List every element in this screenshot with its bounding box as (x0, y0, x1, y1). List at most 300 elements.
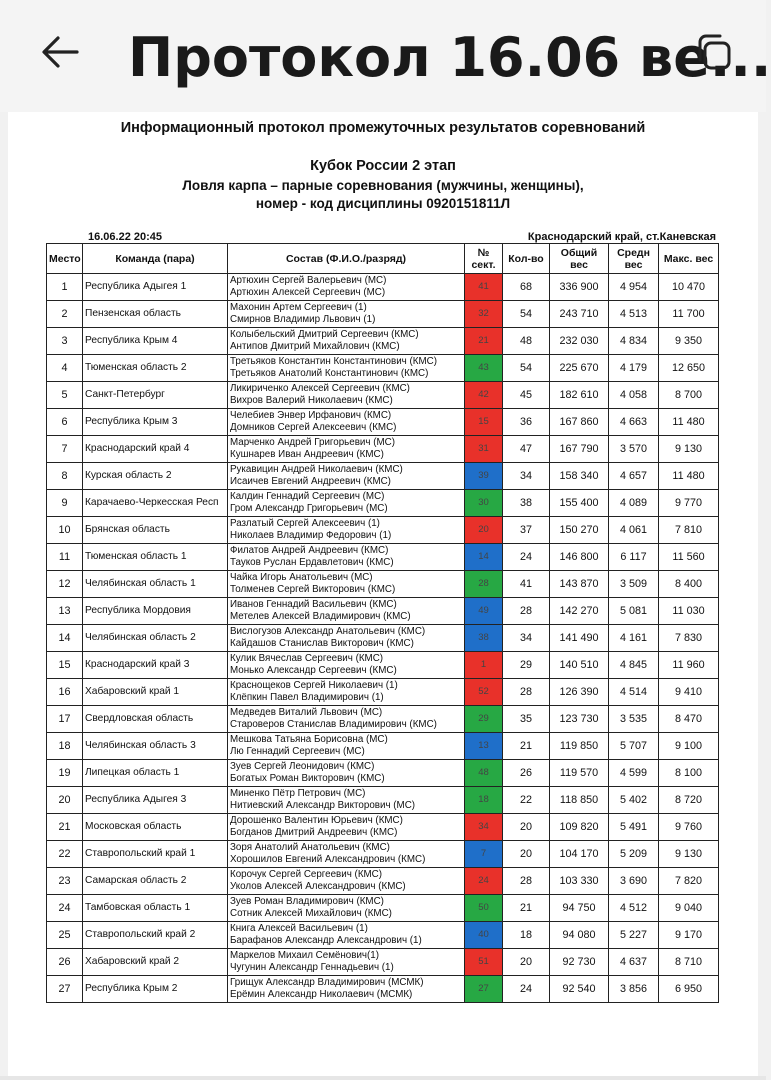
table-row (47, 814, 719, 841)
sector-cell: 14 (465, 544, 503, 571)
member-name: Зоря Анатолий Анатольевич (КМС) (230, 841, 390, 853)
place-cell: 14 (47, 625, 83, 652)
place-cell: 7 (47, 436, 83, 463)
place-cell: 25 (47, 922, 83, 949)
average-weight-cell: 3 856 (609, 976, 659, 1003)
member-name: Хорошилов Евгений Александрович (КМС) (230, 854, 426, 865)
count-cell: 24 (503, 976, 550, 1003)
average-weight-cell: 5 227 (609, 922, 659, 949)
members-cell (228, 922, 465, 949)
max-weight-cell: 9 040 (659, 895, 719, 922)
members-cell (228, 706, 465, 733)
member-name: Корочук Сергей Сергеевич (КМС) (230, 868, 383, 880)
top-app-bar (0, 0, 771, 112)
average-weight-cell: 5 491 (609, 814, 659, 841)
max-weight-cell: 9 130 (659, 841, 719, 868)
table-row (47, 517, 719, 544)
member-name: Филатов Андрей Андреевич (КМС) (230, 544, 389, 556)
team-cell: Карачаево-Черкесская Респ (83, 490, 228, 517)
member-name: Тауков Руслан Ердавлетович (КМС) (230, 557, 394, 568)
member-name: Грищук Александр Владимирович (МСМК) (230, 976, 424, 988)
member-name: Староверов Станислав Владимирович (КМС) (230, 719, 437, 730)
sector-cell: 52 (465, 679, 503, 706)
total-weight-cell: 109 820 (550, 814, 609, 841)
place-cell: 15 (47, 652, 83, 679)
member-name: Богданов Дмитрий Андреевич (КМС) (230, 827, 398, 838)
count-cell: 26 (503, 760, 550, 787)
table-row (47, 355, 719, 382)
sector-cell: 40 (465, 922, 503, 949)
table-row (47, 301, 719, 328)
member-name: Калдин Геннадий Сергеевич (МС) (230, 490, 385, 502)
average-weight-cell: 5 081 (609, 598, 659, 625)
count-cell: 45 (503, 382, 550, 409)
total-weight-cell: 141 490 (550, 625, 609, 652)
sector-cell: 21 (465, 328, 503, 355)
member-name: Клёпкин Павел Владимирович (1) (230, 692, 384, 703)
average-weight-cell: 4 657 (609, 463, 659, 490)
sector-cell: 43 (465, 355, 503, 382)
protocol-location: Краснодарский край, ст.Каневская (527, 231, 716, 243)
average-weight-cell: 4 845 (609, 652, 659, 679)
copy-button[interactable] (690, 30, 738, 78)
members-cell (228, 274, 465, 301)
count-cell: 22 (503, 787, 550, 814)
header-average-weight: Средн вес (609, 244, 659, 274)
average-weight-cell: 4 089 (609, 490, 659, 517)
team-cell: Ставропольский край 1 (83, 841, 228, 868)
header-max-weight: Макс. вес (659, 244, 719, 274)
members-cell (228, 436, 465, 463)
count-cell: 47 (503, 436, 550, 463)
table-row (47, 841, 719, 868)
sector-cell: 34 (465, 814, 503, 841)
total-weight-cell: 167 860 (550, 409, 609, 436)
arrow-left-icon (41, 35, 79, 74)
count-cell: 28 (503, 868, 550, 895)
team-cell: Республика Мордовия (83, 598, 228, 625)
count-cell: 38 (503, 490, 550, 517)
bottom-edge (0, 1076, 766, 1080)
count-cell: 29 (503, 652, 550, 679)
member-name: Лю Геннадий Сергеевич (МС) (230, 746, 365, 757)
count-cell: 28 (503, 598, 550, 625)
members-cell (228, 841, 465, 868)
table-row (47, 706, 719, 733)
sector-cell: 41 (465, 274, 503, 301)
team-cell: Свердловская область (83, 706, 228, 733)
member-name: Махонин Артем Сергеевич (1) (230, 301, 367, 313)
place-cell: 1 (47, 274, 83, 301)
table-row (47, 463, 719, 490)
team-cell: Самарская область 2 (83, 868, 228, 895)
total-weight-cell: 182 610 (550, 382, 609, 409)
sector-cell: 20 (465, 517, 503, 544)
team-cell: Челябинская область 2 (83, 625, 228, 652)
place-cell: 27 (47, 976, 83, 1003)
members-cell (228, 409, 465, 436)
total-weight-cell: 118 850 (550, 787, 609, 814)
sector-cell: 39 (465, 463, 503, 490)
member-name: Миненко Пётр Петрович (МС) (230, 787, 366, 799)
average-weight-cell: 5 402 (609, 787, 659, 814)
table-row (47, 760, 719, 787)
member-name: Колыбельский Дмитрий Сергеевич (КМС) (230, 328, 419, 340)
back-button[interactable] (36, 30, 84, 78)
team-cell: Пензенская область (83, 301, 228, 328)
max-weight-cell: 7 820 (659, 868, 719, 895)
count-cell: 68 (503, 274, 550, 301)
member-name: Третьяков Константин Константинович (КМС) (230, 355, 437, 367)
average-weight-cell: 4 834 (609, 328, 659, 355)
max-weight-cell: 6 950 (659, 976, 719, 1003)
member-name: Богатых Роман Викторович (КМС) (230, 773, 385, 784)
team-cell: Московская область (83, 814, 228, 841)
member-name: Исаичев Евгений Андреевич (КМС) (230, 476, 391, 487)
member-name: Николаев Владимир Федорович (1) (230, 530, 392, 541)
discipline-code: номер - код дисциплины 0920151811Л (255, 196, 511, 211)
place-cell: 10 (47, 517, 83, 544)
sector-cell: 49 (465, 598, 503, 625)
total-weight-cell: 155 400 (550, 490, 609, 517)
team-cell: Санкт-Петербург (83, 382, 228, 409)
average-weight-cell: 3 690 (609, 868, 659, 895)
header-total-weight: Общий вес (550, 244, 609, 274)
table-row (47, 436, 719, 463)
average-weight-cell: 5 209 (609, 841, 659, 868)
members-cell (228, 814, 465, 841)
count-cell: 20 (503, 841, 550, 868)
average-weight-cell: 6 117 (609, 544, 659, 571)
member-name: Гром Александр Григорьевич (МС) (230, 503, 388, 514)
members-cell (228, 328, 465, 355)
total-weight-cell: 142 270 (550, 598, 609, 625)
members-cell (228, 490, 465, 517)
sector-cell: 29 (465, 706, 503, 733)
place-cell: 22 (47, 841, 83, 868)
table-row (47, 625, 719, 652)
count-cell: 20 (503, 949, 550, 976)
total-weight-cell: 119 570 (550, 760, 609, 787)
team-cell: Брянская область (83, 517, 228, 544)
cup-title: Кубок России 2 этап (310, 158, 456, 174)
max-weight-cell: 9 170 (659, 922, 719, 949)
members-cell (228, 355, 465, 382)
table-row (47, 490, 719, 517)
average-weight-cell: 4 514 (609, 679, 659, 706)
max-weight-cell: 11 560 (659, 544, 719, 571)
copy-icon (694, 32, 734, 77)
sector-cell: 27 (465, 976, 503, 1003)
total-weight-cell: 167 790 (550, 436, 609, 463)
max-weight-cell: 12 650 (659, 355, 719, 382)
count-cell: 18 (503, 922, 550, 949)
total-weight-cell: 243 710 (550, 301, 609, 328)
member-name: Домников Сергей Алексеевич (КМС) (230, 422, 397, 433)
total-weight-cell: 119 850 (550, 733, 609, 760)
max-weight-cell: 9 410 (659, 679, 719, 706)
place-cell: 23 (47, 868, 83, 895)
count-cell: 48 (503, 328, 550, 355)
table-row (47, 274, 719, 301)
max-weight-cell: 11 480 (659, 463, 719, 490)
team-cell: Краснодарский край 3 (83, 652, 228, 679)
average-weight-cell: 3 509 (609, 571, 659, 598)
count-cell: 34 (503, 625, 550, 652)
member-name: Марченко Андрей Григорьевич (МС) (230, 436, 395, 448)
total-weight-cell: 158 340 (550, 463, 609, 490)
team-cell: Республика Адыгея 3 (83, 787, 228, 814)
max-weight-cell: 8 400 (659, 571, 719, 598)
sector-cell: 7 (465, 841, 503, 868)
members-cell (228, 976, 465, 1003)
count-cell: 24 (503, 544, 550, 571)
table-row (47, 679, 719, 706)
members-cell (228, 787, 465, 814)
average-weight-cell: 4 061 (609, 517, 659, 544)
member-name: Дорошенко Валентин Юрьевич (КМС) (230, 814, 403, 826)
max-weight-cell: 9 760 (659, 814, 719, 841)
team-cell: Ставропольский край 2 (83, 922, 228, 949)
total-weight-cell: 123 730 (550, 706, 609, 733)
table-row (47, 652, 719, 679)
place-cell: 11 (47, 544, 83, 571)
table-row (47, 976, 719, 1003)
team-cell: Республика Адыгея 1 (83, 274, 228, 301)
max-weight-cell: 8 100 (659, 760, 719, 787)
max-weight-cell: 11 700 (659, 301, 719, 328)
total-weight-cell: 232 030 (550, 328, 609, 355)
average-weight-cell: 5 707 (609, 733, 659, 760)
count-cell: 21 (503, 895, 550, 922)
member-name: Кулик Вячеслав Сергеевич (КМС) (230, 652, 384, 664)
average-weight-cell: 3 535 (609, 706, 659, 733)
members-cell (228, 868, 465, 895)
team-cell: Липецкая область 1 (83, 760, 228, 787)
sector-cell: 42 (465, 382, 503, 409)
count-cell: 20 (503, 814, 550, 841)
member-name: Сотник Алексей Михайлович (КМС) (230, 908, 392, 919)
sector-cell: 51 (465, 949, 503, 976)
members-cell (228, 760, 465, 787)
total-weight-cell: 225 670 (550, 355, 609, 382)
team-cell: Челябинская область 1 (83, 571, 228, 598)
max-weight-cell: 9 770 (659, 490, 719, 517)
members-cell (228, 301, 465, 328)
place-cell: 24 (47, 895, 83, 922)
average-weight-cell: 4 513 (609, 301, 659, 328)
members-cell (228, 652, 465, 679)
member-name: Третьяков Анатолий Константинович (КМС) (230, 368, 429, 379)
total-weight-cell: 143 870 (550, 571, 609, 598)
place-cell: 5 (47, 382, 83, 409)
average-weight-cell: 4 179 (609, 355, 659, 382)
protocol-heading: Информационный протокол промежуточных результатов соревнований (120, 120, 646, 136)
team-cell: Республика Крым 2 (83, 976, 228, 1003)
sector-cell: 13 (465, 733, 503, 760)
members-cell (228, 598, 465, 625)
max-weight-cell: 8 470 (659, 706, 719, 733)
total-weight-cell: 103 330 (550, 868, 609, 895)
members-cell (228, 949, 465, 976)
max-weight-cell: 9 130 (659, 436, 719, 463)
members-cell (228, 679, 465, 706)
table-row (47, 895, 719, 922)
max-weight-cell: 10 470 (659, 274, 719, 301)
max-weight-cell: 8 720 (659, 787, 719, 814)
member-name: Мешкова Татьяна Борисовна (МС) (230, 733, 388, 745)
member-name: Монько Александр Сергеевич (КМС) (230, 665, 397, 676)
team-cell: Курская область 2 (83, 463, 228, 490)
member-name: Разлатый Сергей Алексеевич (1) (230, 517, 380, 529)
member-name: Ерёмин Александр Николаевич (МСМК) (230, 989, 413, 1000)
max-weight-cell: 7 830 (659, 625, 719, 652)
members-cell (228, 463, 465, 490)
header-team: Команда (пара) (83, 244, 228, 274)
member-name: Маркелов Михаил Семёнович(1) (230, 949, 379, 961)
member-name: Толменев Сергей Викторович (КМС) (230, 584, 396, 595)
team-cell: Республика Крым 4 (83, 328, 228, 355)
average-weight-cell: 4 058 (609, 382, 659, 409)
table-row (47, 598, 719, 625)
member-name: Краснощеков Сергей Николаевич (1) (230, 679, 398, 691)
member-name: Вихров Валерий Николаевич (КМС) (230, 395, 393, 406)
total-weight-cell: 94 750 (550, 895, 609, 922)
sector-cell: 24 (465, 868, 503, 895)
average-weight-cell: 4 663 (609, 409, 659, 436)
document-page (8, 112, 758, 1078)
count-cell: 36 (503, 409, 550, 436)
table-header-row (47, 244, 719, 274)
table-row (47, 922, 719, 949)
sector-cell: 31 (465, 436, 503, 463)
total-weight-cell: 104 170 (550, 841, 609, 868)
members-cell (228, 544, 465, 571)
count-cell: 28 (503, 679, 550, 706)
average-weight-cell: 4 954 (609, 274, 659, 301)
total-weight-cell: 92 730 (550, 949, 609, 976)
place-cell: 9 (47, 490, 83, 517)
count-cell: 41 (503, 571, 550, 598)
members-cell (228, 733, 465, 760)
team-cell: Тамбовская область 1 (83, 895, 228, 922)
member-name: Метелев Алексей Владимирович (КМС) (230, 611, 411, 622)
member-name: Кушнарев Иван Андреевич (КМС) (230, 449, 384, 460)
team-cell: Краснодарский край 4 (83, 436, 228, 463)
member-name: Ликириченко Алексей Сергеевич (КМС) (230, 382, 410, 394)
total-weight-cell: 94 080 (550, 922, 609, 949)
place-cell: 8 (47, 463, 83, 490)
sector-cell: 15 (465, 409, 503, 436)
member-name: Артюхин Алексей Сергеевич (МС) (230, 287, 386, 298)
average-weight-cell: 4 161 (609, 625, 659, 652)
table-row (47, 544, 719, 571)
table-row (47, 409, 719, 436)
member-name: Барафанов Александр Александрович (1) (230, 935, 422, 946)
member-name: Смирнов Владимир Львович (1) (230, 314, 376, 325)
member-name: Зуев Роман Владимирович (КМС) (230, 895, 384, 907)
sector-cell: 32 (465, 301, 503, 328)
member-name: Челебиев Энвер Ирфанович (КМС) (230, 409, 392, 421)
header-count: Кол-во (503, 244, 550, 274)
sector-cell: 30 (465, 490, 503, 517)
members-cell (228, 625, 465, 652)
table-row (47, 328, 719, 355)
total-weight-cell: 146 800 (550, 544, 609, 571)
average-weight-cell: 3 570 (609, 436, 659, 463)
place-cell: 6 (47, 409, 83, 436)
team-cell: Хабаровский край 1 (83, 679, 228, 706)
place-cell: 3 (47, 328, 83, 355)
place-cell: 4 (47, 355, 83, 382)
member-name: Кайдашов Станислав Викторович (КМС) (230, 638, 414, 649)
protocol-datetime: 16.06.22 20:45 (88, 231, 163, 243)
members-cell (228, 895, 465, 922)
members-cell (228, 571, 465, 598)
table-row (47, 949, 719, 976)
sector-cell: 50 (465, 895, 503, 922)
max-weight-cell: 9 100 (659, 733, 719, 760)
count-cell: 54 (503, 301, 550, 328)
table-row (47, 733, 719, 760)
table-row (47, 382, 719, 409)
max-weight-cell: 7 810 (659, 517, 719, 544)
table-row (47, 571, 719, 598)
member-name: Уколов Алексей Александрович (КМС) (230, 881, 406, 892)
members-cell (228, 382, 465, 409)
header-members: Состав (Ф.И.О./разряд) (228, 244, 465, 274)
average-weight-cell: 4 637 (609, 949, 659, 976)
place-cell: 12 (47, 571, 83, 598)
count-cell: 54 (503, 355, 550, 382)
header-place: Место (47, 244, 83, 274)
team-cell: Тюменская область 1 (83, 544, 228, 571)
count-cell: 35 (503, 706, 550, 733)
member-name: Иванов Геннадий Васильевич (КМС) (230, 598, 397, 610)
max-weight-cell: 8 700 (659, 382, 719, 409)
max-weight-cell: 9 350 (659, 328, 719, 355)
place-cell: 13 (47, 598, 83, 625)
place-cell: 19 (47, 760, 83, 787)
member-name: Нитиевский Александр Викторович (МС) (230, 800, 416, 811)
sector-cell: 38 (465, 625, 503, 652)
team-cell: Челябинская область 3 (83, 733, 228, 760)
document-title: Протокол 16.06 ве... (128, 26, 771, 89)
member-name: Антипов Дмитрий Михайлович (КМС) (230, 341, 400, 352)
max-weight-cell: 8 710 (659, 949, 719, 976)
place-cell: 21 (47, 814, 83, 841)
sector-cell: 18 (465, 787, 503, 814)
place-cell: 18 (47, 733, 83, 760)
discipline-title: Ловля карпа – парные соревнования (мужчины, женщины), (182, 178, 584, 193)
total-weight-cell: 140 510 (550, 652, 609, 679)
count-cell: 37 (503, 517, 550, 544)
member-name: Вислогузов Александр Анатольевич (КМС) (230, 625, 426, 637)
member-name: Книга Алексей Васильевич (1) (230, 922, 368, 934)
members-cell (228, 517, 465, 544)
max-weight-cell: 11 030 (659, 598, 719, 625)
member-name: Рукавицин Андрей Николаевич (КМС) (230, 463, 403, 475)
sector-cell: 28 (465, 571, 503, 598)
place-cell: 17 (47, 706, 83, 733)
team-cell: Тюменская область 2 (83, 355, 228, 382)
member-name: Артюхин Сергей Валерьевич (МС) (230, 274, 387, 286)
sector-cell: 1 (465, 652, 503, 679)
member-name: Чайка Игорь Анатольевич (МС) (230, 571, 373, 583)
team-cell: Республика Крым 3 (83, 409, 228, 436)
count-cell: 34 (503, 463, 550, 490)
header-sector: № сект. (465, 244, 503, 274)
